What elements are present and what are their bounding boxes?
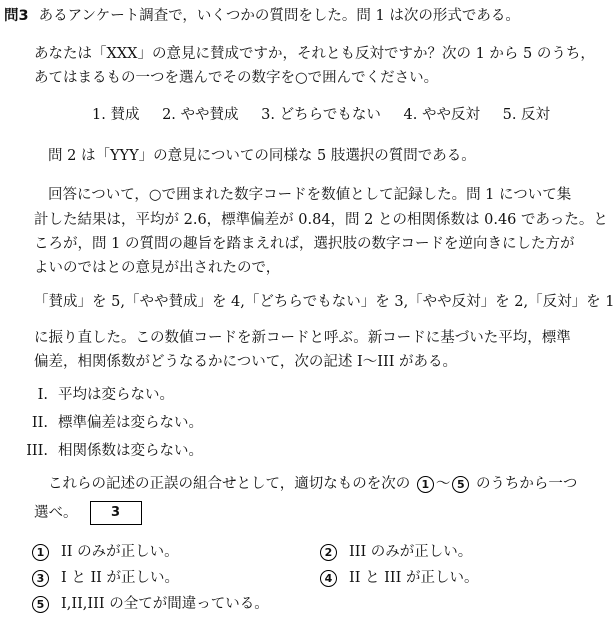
instruction-line-2 (34, 500, 142, 526)
instruction-text: 選べ。 (34, 505, 78, 521)
after-line-2: 偏差，相関係数がどうなるかについて，次の記述 I〜III がある。 (34, 354, 458, 370)
prompt-line-1: あなたは「XXX」の意見に賛成ですか，それとも反対ですか？次の 1 から 5 のうち， (34, 46, 595, 62)
statement-number: II. (31, 415, 48, 431)
option-item (30, 568, 179, 588)
choice-item: 1. 賛成 (92, 107, 140, 123)
option-item (318, 568, 478, 588)
option-item (30, 542, 179, 562)
option-number: 4 (320, 570, 337, 587)
circled-number: 5 (452, 476, 469, 493)
choice-item: 3. どちらでもない (261, 107, 381, 123)
option-number: 3 (32, 570, 49, 587)
paragraph-line-1: 回答について，○で囲まれた数字コードを数値として記録した。問 1 について集 (48, 187, 572, 203)
prompt-line-2: あてはまるもの一つを選んでその数字を○で囲んでください。 (34, 70, 439, 86)
choice-item: 2. やや賛成 (162, 107, 239, 123)
statement-number: III. (26, 443, 48, 459)
paragraph-line-2: 計した結果は，平均が 2.6，標準偏差が 0.84，問 2 との相関係数は 0.46 であった。と (34, 212, 608, 228)
statement-text: 標準偏差は変らない。 (58, 415, 203, 431)
answer-box: 3 (90, 501, 142, 525)
option-number: 2 (320, 544, 337, 561)
instruction-text: のうちから一つ (475, 476, 578, 492)
question-2-description: 問 2 は「YYY」の意見についての同様な 5 肢選択の質問である。 (48, 148, 476, 164)
statement-row (22, 413, 203, 433)
option-text: III のみが正しい。 (349, 544, 473, 560)
choice-item: 4. やや反対 (403, 107, 480, 123)
option-number: 5 (32, 596, 49, 613)
option-text: I と II が正しい。 (61, 570, 180, 586)
paragraph-line-4: よいのではとの意見が出されたので， (34, 260, 281, 276)
statement-text: 相関係数は変らない。 (58, 443, 203, 459)
choice-item: 5. 反対 (502, 107, 551, 123)
instruction-line-1 (48, 474, 577, 494)
circled-number: 1 (417, 476, 434, 493)
range-tilde: 〜 (435, 476, 451, 492)
statement-text: 平均は変らない。 (58, 387, 174, 403)
option-number: 1 (32, 544, 49, 561)
choice-list (92, 105, 568, 125)
option-item (30, 594, 269, 614)
statement-number: I. (37, 387, 48, 403)
option-text: I,II,III の全てが間違っている。 (61, 596, 269, 612)
instruction-text: これらの記述の正誤の組合せとして，適切なものを次の (48, 476, 411, 492)
option-text: II のみが正しい。 (61, 544, 179, 560)
statement-row (22, 441, 203, 461)
option-text: II と III が正しい。 (349, 570, 479, 586)
paragraph-line-3: ころが，問 1 の質問の趣旨を踏まえれば，選択肢の数字コードを逆向きにした方が (34, 236, 575, 252)
statement-row (22, 385, 174, 405)
question-number: 問3 (4, 8, 29, 24)
after-line-1: に振り直した。この数値コードを新コードと呼ぶ。新コードに基づいた平均，標準 (34, 330, 571, 346)
option-item (318, 542, 472, 562)
recode-line: 「賛成」を 5,「やや賛成」を 4,「どちらでもない」を 3,「やや反対」を 2,「反対」を 1 (34, 294, 615, 310)
question-intro: あるアンケート調査で，いくつかの質問をした。問 1 は次の形式である。 (38, 8, 520, 24)
question-header (4, 6, 520, 26)
